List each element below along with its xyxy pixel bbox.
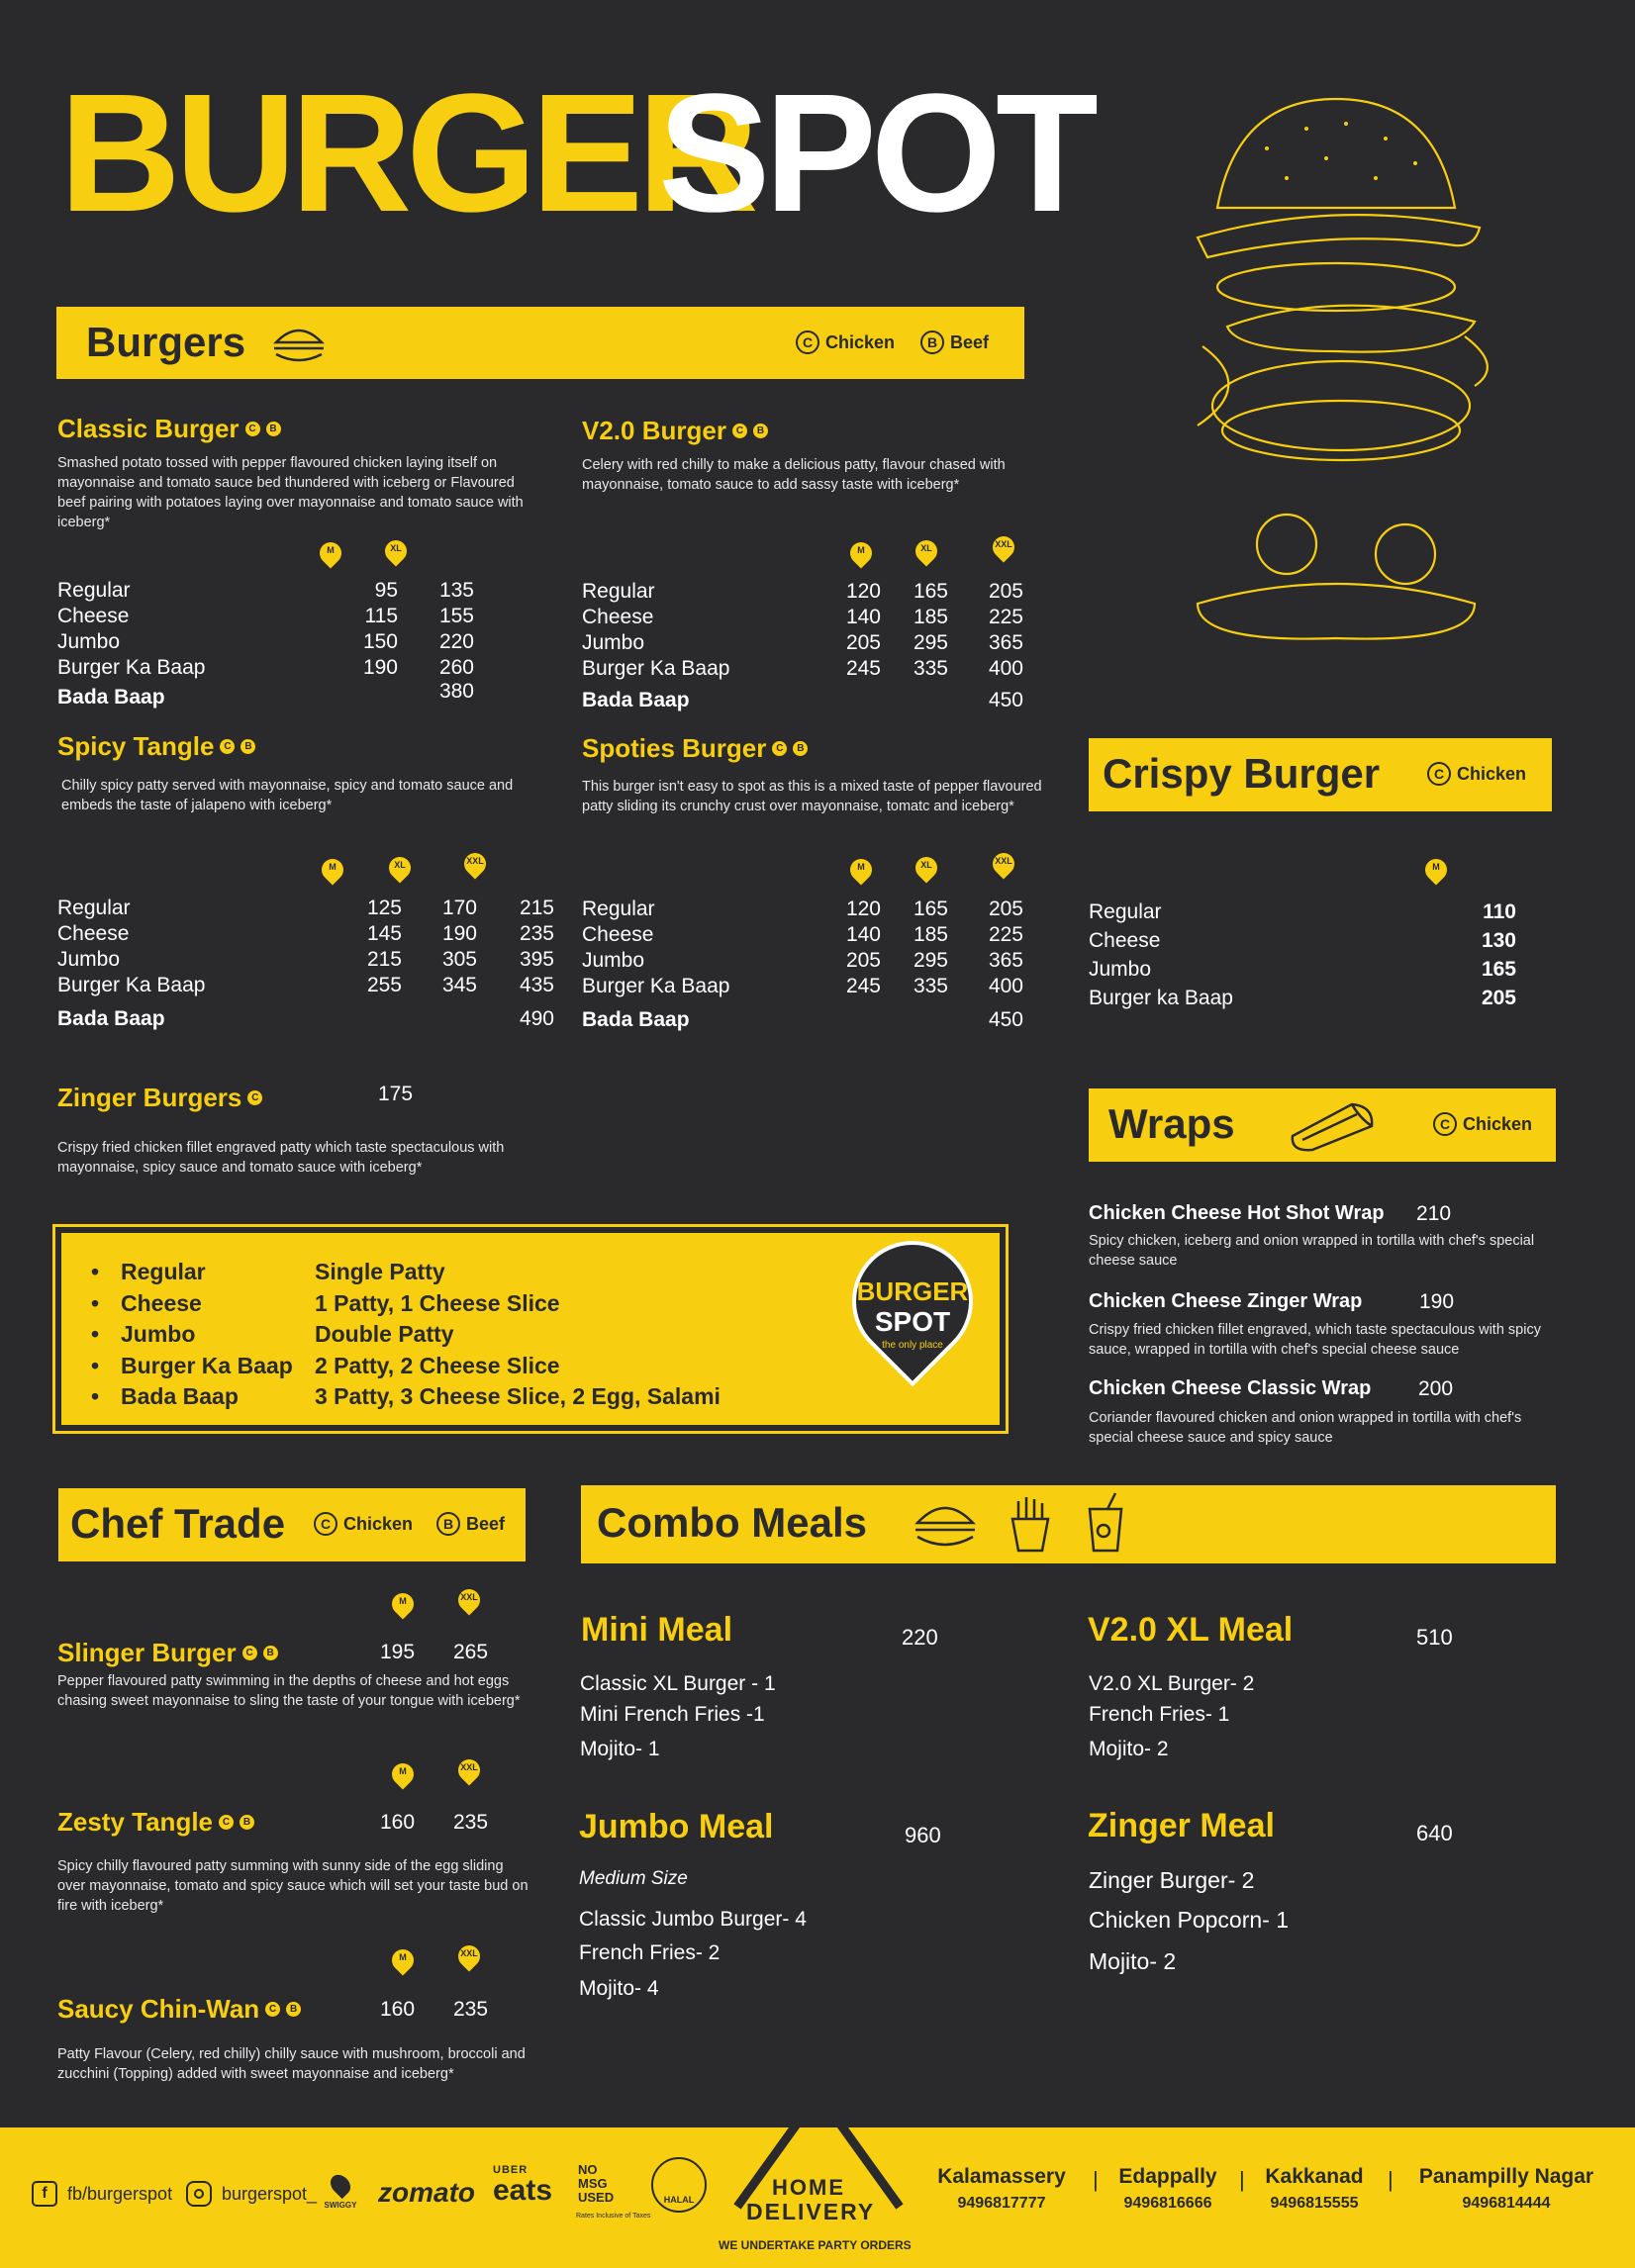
combo-line: French Fries- 1 bbox=[1089, 1703, 1230, 1726]
price-row: Burger ka Baap 205 bbox=[1089, 987, 1516, 1009]
chicken-dot-icon: C bbox=[242, 1646, 257, 1660]
size-info-row: • Bada Baap 3 Patty, 3 Cheese Slice, 2 Egg, Salami bbox=[91, 1383, 721, 1409]
combo-name: Jumbo Meal bbox=[579, 1808, 774, 1845]
legend-chicken: Chicken bbox=[343, 1513, 414, 1534]
spicy-tangle-desc: Chilly spicy patty served with mayonnaise, spicy and tomato sauce and embeds the taste of jalapeno with iceberg* bbox=[61, 778, 514, 813]
v2-burger-desc: Celery with red chilly to make a delicious patty, flavour chased with mayonnaise, tomato sauce to add sassy taste with iceberg* bbox=[582, 457, 1006, 493]
wrap-desc: Spicy chicken, iceberg and onion wrapped in tortilla with chef's special cheese sauce bbox=[1089, 1233, 1535, 1269]
legend bbox=[796, 331, 989, 354]
combo-title: Combo Meals bbox=[597, 1499, 868, 1546]
chicken-dot-icon: C bbox=[247, 1090, 262, 1105]
location-edappally: Edappally 9496816666 bbox=[1118, 2165, 1217, 2212]
combo-line: Classic XL Burger - 1 bbox=[580, 1672, 776, 1695]
size-m-pin-icon: M bbox=[392, 1949, 414, 1977]
beef-dot-icon: B bbox=[240, 739, 255, 754]
size-info-row: • Jumbo Double Patty bbox=[91, 1321, 454, 1347]
price-row-bada: Bada Baap 450 bbox=[582, 689, 1023, 711]
crispy-banner bbox=[1089, 738, 1552, 811]
spicy-price-list bbox=[57, 896, 554, 1032]
size-m-pin-icon: M bbox=[392, 1763, 414, 1791]
burger-icon bbox=[272, 323, 326, 366]
price-row: Cheese 115 155 bbox=[57, 605, 474, 627]
crispy-price-list bbox=[1089, 898, 1516, 1012]
wrap-price: 200 bbox=[1418, 1377, 1454, 1400]
spoties-burger-label: Spoties Burger bbox=[582, 733, 767, 763]
chef-item-label: Slinger Burger bbox=[57, 1638, 237, 1667]
beef-dot-icon: B bbox=[286, 2002, 301, 2017]
beef-dot-icon: B bbox=[266, 422, 281, 436]
size-info-list bbox=[91, 1257, 721, 1413]
facebook-handle: fb/burgerspot bbox=[67, 2183, 173, 2204]
price-row: Jumbo 165 bbox=[1089, 958, 1516, 981]
size-xl-pin-icon: XL bbox=[915, 540, 937, 568]
beef-dot-icon: B bbox=[753, 424, 768, 438]
price-row: Jumbo 205 295 365 bbox=[582, 949, 1023, 972]
chicken-icon: C bbox=[1427, 762, 1451, 786]
size-xxl-pin-icon: XXL bbox=[993, 536, 1014, 564]
size-m-pin-icon: M bbox=[850, 542, 872, 570]
swiggy-icon bbox=[327, 2171, 354, 2199]
spicy-tangle-name bbox=[57, 731, 255, 762]
burger-spot-badge: BURGER SPOT the only place bbox=[848, 1237, 977, 1415]
zinger-burgers-price: 175 bbox=[378, 1083, 414, 1105]
chef-trade-banner bbox=[58, 1488, 526, 1561]
combo-line: Mojito- 2 bbox=[1089, 1948, 1177, 1974]
chef-item-name bbox=[57, 1994, 301, 2025]
beef-dot-icon: B bbox=[240, 1815, 254, 1830]
wrap-desc: Crispy fried chicken fillet engraved, which taste spectaculous with spicy sauce, wrapped in tortilla with chef's special cheese sauce bbox=[1089, 1322, 1541, 1358]
burgers-banner bbox=[56, 307, 1024, 379]
size-xxl-pin-icon: XXL bbox=[993, 853, 1014, 881]
chicken-dot-icon: C bbox=[772, 741, 787, 756]
delivery-label: DELIVERY bbox=[746, 2199, 876, 2224]
facebook-link[interactable] bbox=[32, 2181, 172, 2207]
v2-burger-name bbox=[582, 416, 768, 446]
combo-banner bbox=[581, 1485, 1556, 1563]
crispy-legend bbox=[1427, 762, 1526, 786]
combo-name: V2.0 XL Meal bbox=[1088, 1611, 1294, 1649]
legend-beef: Beef bbox=[950, 331, 990, 352]
location-kalamassery: Kalamassery 9496817777 bbox=[937, 2165, 1066, 2212]
price-row: Cheese 140 185 225 bbox=[582, 923, 1023, 946]
size-xxl-pin-icon: XXL bbox=[458, 1945, 480, 1973]
chicken-icon: C bbox=[1433, 1112, 1457, 1136]
v2-price-list bbox=[582, 579, 1037, 713]
chef-trade-title: Chef Trade bbox=[70, 1500, 286, 1547]
wrap-icon bbox=[1283, 1096, 1382, 1154]
chef-item-desc: Spicy chilly flavoured patty summing with sunny side of the egg sliding over mayonnaise, tomato and spicy sauce which will set your taste bud on fire with iceberg* bbox=[57, 1858, 529, 1914]
v2-burger-label: V2.0 Burger bbox=[582, 416, 726, 445]
combo-line: Mojito- 1 bbox=[580, 1738, 660, 1760]
title-spot: SPOT bbox=[658, 59, 1093, 247]
separator: | bbox=[1093, 2167, 1099, 2192]
combo-price: 640 bbox=[1416, 1821, 1453, 1845]
chef-item-price-xxl: 235 bbox=[453, 1998, 489, 2021]
instagram-handle: burgerspot_ bbox=[222, 2183, 318, 2204]
wrap-name: Chicken Cheese Classic Wrap bbox=[1089, 1377, 1372, 1399]
price-row: Regular 120 165 205 bbox=[582, 898, 1023, 920]
wrap-price: 210 bbox=[1416, 1202, 1452, 1225]
combo-price: 960 bbox=[905, 1823, 941, 1847]
price-row: Jumbo 150 220 bbox=[57, 630, 474, 653]
legend-chicken: Chicken bbox=[825, 331, 896, 352]
combo-note: Medium Size bbox=[579, 1868, 688, 1889]
instagram-link[interactable] bbox=[186, 2181, 317, 2207]
spicy-tangle-label: Spicy Tangle bbox=[57, 731, 215, 761]
combo-line: Zinger Burger- 2 bbox=[1089, 1867, 1255, 1893]
size-xxl-pin-icon: XXL bbox=[458, 1589, 480, 1617]
price-row: Cheese 140 185 225 bbox=[582, 606, 1023, 628]
size-xxl-pin-icon: XXL bbox=[464, 853, 486, 881]
size-xxl-pin-icon: XXL bbox=[458, 1759, 480, 1787]
zinger-burgers-label: Zinger Burgers bbox=[57, 1083, 242, 1112]
legend-chicken: Chicken bbox=[1457, 763, 1527, 784]
chef-item-desc: Pepper flavoured patty swimming in the depths of cheese and hot eggs chasing sweet mayonnaise to sling the taste of your tongue with iceberg* bbox=[57, 1673, 521, 1709]
price-row-bada: Bada Baap 490 bbox=[57, 1007, 554, 1030]
combo-line: Chicken Popcorn- 1 bbox=[1089, 1907, 1289, 1933]
chef-item-label: Zesty Tangle bbox=[57, 1807, 214, 1837]
wrap-name: Chicken Cheese Hot Shot Wrap bbox=[1089, 1202, 1385, 1224]
beef-dot-icon: B bbox=[793, 741, 808, 756]
classic-burger-label: Classic Burger bbox=[57, 414, 240, 443]
chef-item-price-xxl: 265 bbox=[453, 1641, 489, 1663]
price-row-bada: Bada Baap 450 bbox=[582, 1008, 1023, 1031]
ubereats-logo: UBER eats bbox=[493, 2164, 553, 2207]
crispy-title: Crispy Burger bbox=[1103, 750, 1381, 797]
instagram-icon bbox=[186, 2181, 212, 2207]
spoties-price-list bbox=[582, 897, 1037, 1033]
price-row: Burger Ka Baap 255 345 435 bbox=[57, 974, 554, 996]
chicken-icon: C bbox=[796, 331, 819, 354]
footer bbox=[0, 2127, 1635, 2268]
location-kakkanad: Kakkanad 9496815555 bbox=[1265, 2165, 1364, 2212]
wrap-price: 190 bbox=[1419, 1290, 1455, 1313]
combo-name: Mini Meal bbox=[581, 1611, 733, 1649]
no-msg-badge: NO MSG USED bbox=[578, 2162, 615, 2205]
swiggy-logo: SWIGGY bbox=[323, 2171, 358, 2210]
price-row: Cheese 145 190 235 bbox=[57, 922, 554, 945]
size-m-pin-icon: M bbox=[850, 859, 872, 887]
classic-burger-name bbox=[57, 414, 281, 444]
price-row: Jumbo 215 305 395 bbox=[57, 948, 554, 971]
price-row: Regular 95 135 bbox=[57, 579, 474, 602]
chef-item-label: Saucy Chin-Wan bbox=[57, 1994, 260, 2024]
price-row: Regular 120 165 205 bbox=[582, 580, 1023, 603]
size-m-pin-icon: M bbox=[1425, 859, 1447, 887]
spoties-burger-desc: This burger isn't easy to spot as this is a mixed taste of pepper flavoured patty sliding its crunchy crust over mayonnaise, tomatc and iceberg* bbox=[582, 779, 1042, 814]
chicken-icon: C bbox=[314, 1512, 337, 1536]
title-burger: BURGER bbox=[59, 59, 753, 247]
chef-item-price-xxl: 235 bbox=[453, 1811, 489, 1834]
size-info-box bbox=[52, 1224, 1009, 1434]
chicken-dot-icon: C bbox=[220, 739, 235, 754]
chef-item-name bbox=[57, 1807, 254, 1838]
size-info-row: • Cheese 1 Patty, 1 Cheese Slice bbox=[91, 1289, 560, 1316]
chicken-dot-icon: C bbox=[219, 1815, 234, 1830]
chicken-dot-icon: C bbox=[245, 422, 260, 436]
size-info-inner bbox=[61, 1233, 1000, 1425]
size-xl-pin-icon: XL bbox=[389, 857, 411, 885]
zomato-logo: zomato bbox=[378, 2177, 475, 2208]
combo-price: 220 bbox=[902, 1625, 938, 1650]
combo-price: 510 bbox=[1416, 1625, 1453, 1650]
chef-item-price-m: 160 bbox=[380, 1811, 416, 1834]
price-row: Burger Ka Baap 190 260 bbox=[57, 656, 474, 679]
chef-item-price-m: 195 bbox=[380, 1641, 416, 1663]
separator: | bbox=[1239, 2167, 1245, 2192]
combo-line: Mini French Fries -1 bbox=[580, 1703, 765, 1726]
halal-badge: HALAL bbox=[651, 2157, 707, 2213]
taxes-note: Rates Inclusive of Taxes bbox=[576, 2213, 651, 2220]
combo-line: Mojito- 4 bbox=[579, 1977, 659, 2000]
combo-line: Classic Jumbo Burger- 4 bbox=[579, 1908, 807, 1931]
combo-line: French Fries- 2 bbox=[579, 1941, 721, 1964]
wrap-name: Chicken Cheese Zinger Wrap bbox=[1089, 1290, 1363, 1312]
size-m-pin-icon: M bbox=[322, 859, 343, 887]
chicken-dot-icon: C bbox=[265, 2002, 280, 2017]
chef-item-price-m: 160 bbox=[380, 1998, 416, 2021]
price-row: Burger Ka Baap 245 335 400 bbox=[582, 657, 1023, 680]
beef-dot-icon: B bbox=[263, 1646, 278, 1660]
price-row-bada: Bada Baap 380 bbox=[57, 680, 474, 709]
price-row: Cheese 130 bbox=[1089, 929, 1516, 952]
chef-legend bbox=[314, 1512, 505, 1536]
facebook-icon: f bbox=[32, 2181, 57, 2207]
location-panampilly-nagar: Panampilly Nagar 9496814444 bbox=[1418, 2165, 1594, 2212]
burger-illustration-icon bbox=[1178, 89, 1494, 643]
combo-line: V2.0 XL Burger- 2 bbox=[1089, 1672, 1255, 1695]
separator: | bbox=[1388, 2167, 1394, 2192]
price-row: Burger Ka Baap 245 335 400 bbox=[582, 975, 1023, 997]
beef-icon: B bbox=[436, 1512, 460, 1536]
legend-beef: Beef bbox=[466, 1513, 506, 1534]
size-xl-pin-icon: XL bbox=[385, 540, 407, 568]
price-row: Regular 110 bbox=[1089, 900, 1516, 923]
size-m-pin-icon: M bbox=[392, 1593, 414, 1621]
chef-item-desc: Patty Flavour (Celery, red chilly) chilly sauce with mushroom, broccoli and zucchini (Topping) added with sweet mayonnaise and iceberg* bbox=[57, 2046, 526, 2082]
price-row: Jumbo 205 295 365 bbox=[582, 631, 1023, 654]
party-orders-note: WE UNDERTAKE PARTY ORDERS bbox=[719, 2238, 912, 2252]
legend-chicken: Chicken bbox=[1463, 1113, 1533, 1134]
combo-name: Zinger Meal bbox=[1088, 1807, 1275, 1844]
classic-price-list bbox=[57, 578, 474, 710]
burger-icon bbox=[914, 1497, 977, 1553]
wrap-desc: Coriander flavoured chicken and onion wrapped in tortilla with chef's special cheese sauce and spicy sauce bbox=[1089, 1410, 1522, 1446]
wraps-legend bbox=[1433, 1112, 1532, 1136]
size-info-row: • Regular Single Patty bbox=[91, 1259, 445, 1284]
chicken-dot-icon: C bbox=[732, 424, 747, 438]
spoties-burger-name bbox=[582, 733, 808, 764]
size-info-row: • Burger Ka Baap 2 Patty, 2 Cheese Slice bbox=[91, 1352, 560, 1378]
classic-burger-desc: Smashed potato tossed with pepper flavoured chicken laying itself on mayonnaise and tomato sauce bed thundered with iceberg or Flavoured beef pairing with potatoes laying over mayonnaise and tomato sauce with iceberg* bbox=[57, 455, 524, 530]
zinger-burgers-name bbox=[57, 1083, 262, 1113]
burgers-title: Burgers bbox=[86, 319, 246, 365]
fries-icon bbox=[1005, 1495, 1056, 1555]
chef-item-name bbox=[57, 1638, 278, 1668]
wraps-title: Wraps bbox=[1108, 1100, 1235, 1147]
size-xl-pin-icon: XL bbox=[915, 857, 937, 885]
beef-icon: B bbox=[920, 331, 944, 354]
zinger-burgers-desc: Crispy fried chicken fillet engraved patty which taste spectaculous with mayonnaise, spicy sauce and tomato sauce with iceberg* bbox=[57, 1140, 505, 1176]
size-m-pin-icon: M bbox=[320, 542, 341, 570]
wraps-banner bbox=[1089, 1088, 1556, 1162]
drink-icon bbox=[1084, 1491, 1127, 1555]
combo-line: Mojito- 2 bbox=[1089, 1738, 1169, 1760]
home-label: HOME bbox=[772, 2175, 845, 2200]
price-row: Regular 125 170 215 bbox=[57, 897, 554, 919]
